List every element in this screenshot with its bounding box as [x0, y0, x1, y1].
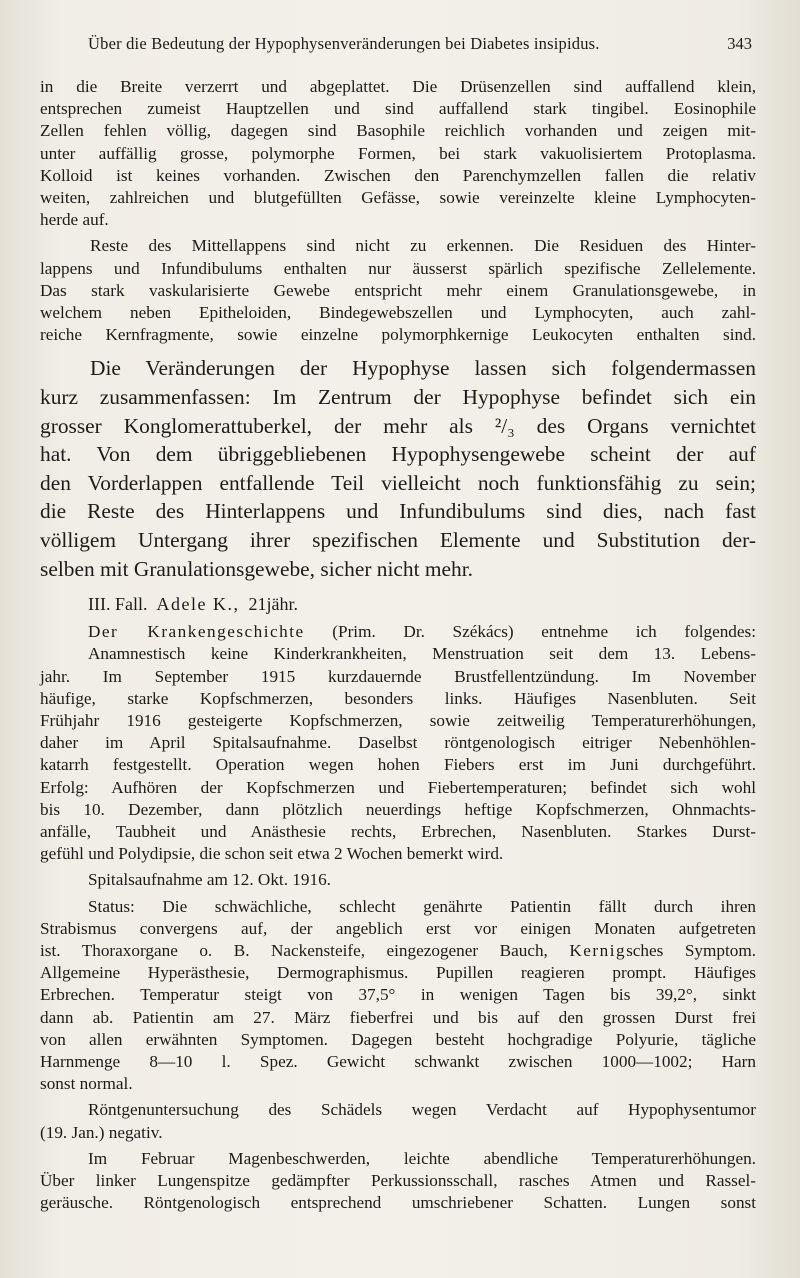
text-line: herde auf. — [40, 210, 109, 230]
text-line: Harnmenge 8—10 l. Spez. Gewicht schwankt zwischen 1000—1002; Harn — [40, 1052, 756, 1072]
text-line: anfälle, Taubheit und Anästhesie rechts, Erbrechen, Nasenbluten. Starkes Durst- — [40, 822, 756, 842]
paragraph-histology — [40, 76, 756, 231]
paragraph-xray — [40, 1099, 756, 1143]
text-line: unter auffällig grosse, polymorphe Formen, bei stark vakuolisiertem Protoplasma. — [40, 143, 756, 163]
paragraph-summary — [40, 354, 756, 583]
text-line: die Reste des Hinterlappens und Infundibulums sind dies, nach fast — [40, 499, 756, 524]
paragraph-status — [40, 896, 756, 1096]
text-line: Zellen fehlen völlig, dagegen sind Basophile reichlich vorhanden und zeigen mit- — [40, 121, 756, 141]
text-line: reiche Kernfragmente, sowie einzelne polymorphkernige Leukocyten enthalten sind. — [40, 325, 756, 345]
text-line: Erbrechen. Temperatur steigt von 37,5° in wenigen Tagen bis 39,2°, sinkt — [40, 985, 756, 1005]
text-line: weiten, zahlreichen und blutgefüllten Gefässe, sowie vereinzelte kleine Lymphocyten- — [40, 188, 756, 208]
running-title: Über die Bedeutung der Hypophysenveränderungen bei Diabetes insipidus. — [88, 34, 600, 53]
text-segment: ist. Thoraxorgane o. B. Nackensteife, eingezogener Bauch, — [40, 941, 548, 961]
text-line: Erfolg: Aufhören der Kopfschmerzen und Fiebertemperaturen; befindet sich wohl — [40, 777, 756, 797]
text-line: von allen erwähnten Symptomen. Dagegen besteht hochgradige Polyurie, tägliche — [40, 1029, 756, 1049]
text-line: entsprechen zumeist Hauptzellen und sind auffallend stark tingibel. Eosinophile — [40, 99, 756, 119]
text-line: welchem neben Epitheloiden, Bindegewebszellen und Lymphocyten, auch zahl- — [40, 303, 756, 323]
text-line: Allgemeine Hyperästhesie, Dermographismus. Pupillen reagieren prompt. Häufiges — [40, 963, 756, 983]
text-line: hat. Von dem übriggebliebenen Hypophysengewebe scheint der auf — [40, 442, 756, 467]
text-line: grosser Konglomerattuberkel, der mehr als ²/₃ des Organs vernichtet — [40, 413, 756, 438]
paragraph-february — [40, 1148, 756, 1215]
text-line: kurz zusammenfassen: Im Zentrum der Hypophyse befindet sich ein — [40, 385, 756, 410]
text-line: bis 10. Dezember, dann plötzlich neuerdings heftige Kopfschmerzen, Ohnmachts- — [40, 799, 756, 819]
text-line: Im Februar Magenbeschwerden, leichte abendliche Temperaturerhöhungen. — [88, 1148, 756, 1168]
text-line: Kolloid ist keines vorhanden. Zwischen den Parenchymzellen fallen die relativ — [40, 165, 756, 185]
text-line: (19. Jan.) negativ. — [40, 1122, 163, 1142]
text-line: geräusche. Röntgenologisch entsprechend umschriebener Schatten. Lungen sonst — [40, 1193, 756, 1213]
history-intro — [40, 621, 756, 643]
text-line: Über linker Lungenspitze gedämpfter Perkussionsschall, rasches Atmen und Rassel- — [40, 1171, 756, 1191]
text-line: Status: Die schwächliche, schlecht genährte Patientin fällt durch ihren — [88, 896, 756, 916]
text-line: häufige, starke Kopfschmerzen, besonders links. Häufiges Nasenbluten. Seit — [40, 688, 756, 708]
admission-line — [40, 869, 756, 891]
text-line: daher im April Spitalsaufnahme. Daselbst röntgenologisch eitriger Nebenhöhlen- — [40, 733, 756, 753]
case-age: 21jähr. — [248, 594, 298, 615]
text-line: Das stark vaskularisierte Gewebe entspricht mehr einem Granulationsgewebe, in — [40, 280, 756, 300]
text-line: den Vorderlappen entfallende Teil vielleicht noch funktionsfähig zu sein; — [40, 470, 756, 495]
text-line: katarrh festgestellt. Operation wegen hohen Fiebers erst im Juni durchgeführt. — [40, 755, 756, 775]
text-line: Spitalsaufnahme am 12. Okt. 1916. — [88, 870, 331, 890]
text-line: Reste des Mittellappens sind nicht zu erkennen. Die Residuen des Hinter- — [90, 236, 756, 256]
text-line: dann ab. Patientin am 27. März fieberfrei und bis auf den grossen Durst frei — [40, 1007, 756, 1027]
text-line: selben mit Granulationsgewebe, sicher nicht mehr. — [40, 556, 474, 581]
case-name: Adele K., — [156, 594, 240, 615]
text-segment: sches Symptom. — [626, 941, 756, 961]
text-line: Strabismus convergens auf, der angeblich erst vor einigen Monaten aufgetreten — [40, 918, 756, 938]
text-line: in die Breite verzerrt und abgeplattet. Die Drüsenzellen sind auffallend klein, — [40, 77, 756, 96]
case-label: III. Fall. — [88, 594, 148, 615]
text-line: Anamnestisch keine Kinderkrankheiten, Menstruation seit dem 13. Lebens- — [88, 644, 756, 664]
text-line: Die Veränderungen der Hypophyse lassen sich folgendermassen — [90, 356, 756, 381]
text-line: sonst normal. — [40, 1074, 133, 1094]
page-body — [40, 76, 756, 1214]
text-line: völligem Untergang ihrer spezifischen Elemente und Substitution der- — [40, 528, 756, 552]
history-intro-rest: (Prim. Dr. Székács) entnehme ich folgendes: — [332, 622, 756, 642]
page-number: 343 — [727, 34, 752, 53]
text-line: Röntgenuntersuchung des Schädels wegen Verdacht auf Hypophysentumor — [88, 1100, 756, 1120]
text-line: lappens und Infundibulums enthalten nur äusserst spärlich spezifische Zellelemente. — [40, 258, 756, 278]
case-heading — [40, 591, 756, 617]
text-line: gefühl und Polydipsie, die schon seit etwa 2 Wochen bemerkt wird. — [40, 844, 504, 864]
text-segment-spaced: Kernig — [569, 941, 627, 961]
text-line: jahr. Im September 1915 kurzdauernde Brustfellentzündung. Im November — [40, 666, 756, 686]
paragraph-anamnesis — [40, 643, 756, 865]
text-line: Frühjahr 1916 gesteigerte Kopfschmerzen, sowie zeitweilig Temperaturerhöhungen, — [40, 711, 756, 730]
history-intro-spaced: Der Krankengeschichte — [88, 622, 305, 642]
paragraph-residues — [40, 235, 756, 346]
